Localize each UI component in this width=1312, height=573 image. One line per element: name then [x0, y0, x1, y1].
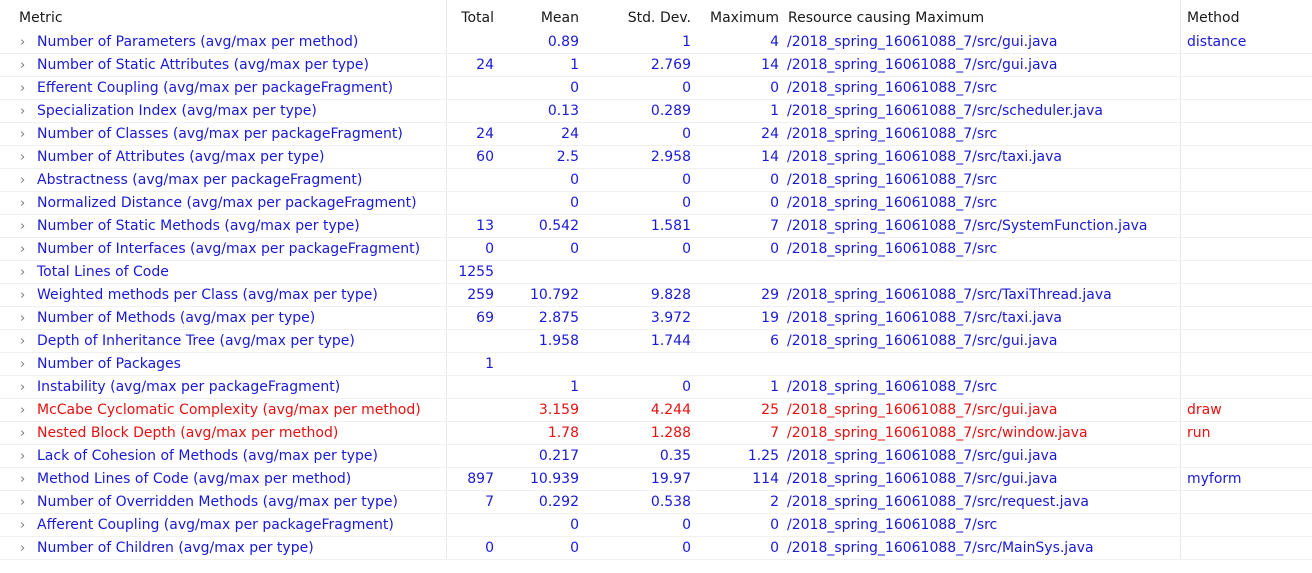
metric-label: Number of Methods (avg/max per type) [37, 310, 316, 326]
cell-total: 1255 [446, 261, 497, 283]
table-body [0, 31, 1312, 560]
cell-method [1180, 192, 1312, 214]
cell-maximum: 7 [770, 218, 779, 234]
cell-std-dev: 3.972 [650, 310, 691, 326]
cell-std-dev: 0 [682, 80, 691, 96]
cell-total [446, 514, 497, 536]
cell-total: 897 [446, 468, 497, 490]
cell-metric [0, 307, 446, 329]
table-row[interactable] [0, 77, 1312, 100]
cell-metric [0, 192, 446, 214]
table-row[interactable] [0, 123, 1312, 146]
cell-metric [0, 123, 446, 145]
chevron-right-icon[interactable]: › [20, 380, 26, 395]
cell-maximum: 114 [752, 471, 779, 487]
cell-std-dev: 0 [682, 126, 691, 142]
cell-mean: 0 [570, 80, 579, 96]
cell-std-dev: 1.744 [650, 333, 691, 349]
table-row[interactable] [0, 399, 1312, 422]
cell-metric [0, 514, 446, 536]
cell-maximum: 1 [770, 379, 779, 395]
cell-total [446, 445, 497, 467]
chevron-right-icon[interactable]: › [20, 265, 26, 280]
cell-total: 7 [446, 491, 497, 513]
column-header-method[interactable]: Method [1180, 0, 1312, 31]
cell-resource [782, 353, 1180, 375]
chevron-right-icon[interactable]: › [20, 495, 26, 510]
cell-maximum: 6 [770, 333, 779, 349]
cell-maximum: 7 [770, 425, 779, 441]
chevron-right-icon[interactable]: › [20, 472, 26, 487]
cell-metric [0, 399, 446, 421]
metric-label: Nested Block Depth (avg/max per method) [37, 425, 339, 441]
cell-std-dev: 0 [682, 195, 691, 211]
chevron-right-icon[interactable]: › [20, 219, 26, 234]
cell-mean: 0 [570, 540, 579, 556]
cell-resource: /2018_spring_16061088_7/src/gui.java [787, 333, 1058, 349]
cell-resource: /2018_spring_16061088_7/src [787, 126, 998, 142]
chevron-right-icon[interactable]: › [20, 127, 26, 142]
cell-mean [497, 353, 582, 375]
cell-maximum: 4 [770, 34, 779, 50]
cell-total: 60 [446, 146, 497, 168]
chevron-right-icon[interactable]: › [20, 104, 26, 119]
cell-mean: 2.875 [538, 310, 579, 326]
table-row[interactable] [0, 100, 1312, 123]
cell-maximum: 0 [770, 172, 779, 188]
cell-maximum: 0 [770, 517, 779, 533]
cell-maximum: 0 [770, 241, 779, 257]
cell-mean: 0 [570, 195, 579, 211]
metric-label: Number of Packages [37, 356, 181, 372]
cell-std-dev: 0 [682, 517, 691, 533]
metric-label: Specialization Index (avg/max per type) [37, 103, 317, 119]
cell-maximum: 19 [761, 310, 779, 326]
table-header [0, 0, 1312, 31]
column-header-maximum[interactable]: Maximum [710, 10, 779, 26]
cell-std-dev: 0.35 [659, 448, 691, 464]
chevron-right-icon[interactable]: › [20, 173, 26, 188]
cell-metric [0, 537, 446, 559]
cell-std-dev: 0 [682, 172, 691, 188]
cell-total: 1 [446, 353, 497, 375]
table-row[interactable] [0, 491, 1312, 514]
metric-label: Lack of Cohesion of Methods (avg/max per type) [37, 448, 378, 464]
cell-std-dev: 0 [682, 540, 691, 556]
cell-metric [0, 215, 446, 237]
cell-metric [0, 491, 446, 513]
cell-std-dev: 19.97 [650, 471, 691, 487]
cell-resource: /2018_spring_16061088_7/src/scheduler.java [787, 103, 1103, 119]
metric-label: Number of Interfaces (avg/max per packageFragment) [37, 241, 421, 257]
cell-method [1180, 491, 1312, 513]
cell-std-dev: 2.769 [650, 57, 691, 73]
cell-resource: /2018_spring_16061088_7/src/gui.java [787, 57, 1058, 73]
cell-resource: /2018_spring_16061088_7/src/MainSys.java [787, 540, 1094, 556]
table-row[interactable] [0, 284, 1312, 307]
table-row[interactable] [0, 169, 1312, 192]
cell-resource: /2018_spring_16061088_7/src [787, 172, 998, 188]
cell-method [1180, 307, 1312, 329]
chevron-right-icon[interactable]: › [20, 311, 26, 326]
cell-maximum: 0 [770, 195, 779, 211]
cell-resource: /2018_spring_16061088_7/src/taxi.java [787, 149, 1062, 165]
cell-metric [0, 261, 446, 283]
cell-metric [0, 445, 446, 467]
cell-method: myform [1180, 468, 1312, 490]
metric-label: Instability (avg/max per packageFragment) [37, 379, 341, 395]
table-row[interactable] [0, 238, 1312, 261]
cell-mean: 0.89 [547, 34, 579, 50]
metric-label: Afferent Coupling (avg/max per packageFragment) [37, 517, 394, 533]
cell-method: draw [1180, 399, 1312, 421]
cell-maximum: 0 [770, 80, 779, 96]
table-row[interactable] [0, 192, 1312, 215]
cell-mean: 0.292 [538, 494, 579, 510]
cell-std-dev: 0.289 [650, 103, 691, 119]
cell-maximum: 14 [761, 149, 779, 165]
cell-maximum: 1.25 [747, 448, 779, 464]
cell-mean: 3.159 [538, 402, 579, 418]
metric-label: Number of Children (avg/max per type) [37, 540, 314, 556]
cell-mean: 10.939 [530, 471, 579, 487]
cell-resource: /2018_spring_16061088_7/src [787, 195, 998, 211]
cell-std-dev: 1.288 [650, 425, 691, 441]
cell-mean: 2.5 [556, 149, 579, 165]
column-header-resource[interactable]: Resource causing Maximum [788, 10, 985, 26]
cell-total [446, 399, 497, 421]
cell-std-dev: 4.244 [650, 402, 691, 418]
cell-maximum [694, 261, 782, 283]
table-row[interactable] [0, 468, 1312, 491]
cell-total [446, 169, 497, 191]
cell-maximum: 29 [761, 287, 779, 303]
chevron-right-icon[interactable]: › [20, 58, 26, 73]
cell-resource [782, 261, 1180, 283]
chevron-right-icon[interactable]: › [20, 196, 26, 211]
chevron-right-icon[interactable]: › [20, 242, 26, 257]
cell-method [1180, 77, 1312, 99]
cell-mean [497, 261, 582, 283]
cell-method [1180, 537, 1312, 559]
cell-method [1180, 146, 1312, 168]
column-header-metric[interactable]: Metric [19, 10, 63, 26]
cell-maximum: 25 [761, 402, 779, 418]
chevron-right-icon[interactable]: › [20, 357, 26, 372]
cell-std-dev: 0 [682, 379, 691, 395]
cell-metric [0, 330, 446, 352]
cell-total: 13 [446, 215, 497, 237]
cell-total: 259 [446, 284, 497, 306]
cell-metric [0, 468, 446, 490]
table-row[interactable] [0, 146, 1312, 169]
metric-label: Number of Overridden Methods (avg/max per type) [37, 494, 398, 510]
cell-resource: /2018_spring_16061088_7/src/SystemFunction.java [787, 218, 1148, 234]
column-header-total[interactable]: Total [446, 0, 497, 31]
cell-mean: 0.13 [547, 103, 579, 119]
cell-std-dev: 0.538 [650, 494, 691, 510]
cell-total [446, 100, 497, 122]
cell-mean: 0.217 [538, 448, 579, 464]
chevron-right-icon[interactable]: › [20, 81, 26, 96]
table-row[interactable] [0, 353, 1312, 376]
chevron-right-icon[interactable]: › [20, 35, 26, 50]
cell-std-dev: 9.828 [650, 287, 691, 303]
metric-label: Efferent Coupling (avg/max per packageFragment) [37, 80, 394, 96]
cell-method: run [1180, 422, 1312, 444]
column-header-mean[interactable]: Mean [540, 10, 579, 26]
cell-maximum: 2 [770, 494, 779, 510]
metric-label: Number of Static Methods (avg/max per type) [37, 218, 360, 234]
cell-maximum: 0 [770, 540, 779, 556]
cell-mean: 1 [570, 379, 579, 395]
cell-mean: 0.542 [538, 218, 579, 234]
chevron-right-icon[interactable]: › [20, 541, 26, 556]
cell-maximum: 14 [761, 57, 779, 73]
cell-mean: 0 [570, 172, 579, 188]
metric-label: Total Lines of Code [37, 264, 169, 280]
cell-metric [0, 146, 446, 168]
cell-total: 69 [446, 307, 497, 329]
cell-metric [0, 284, 446, 306]
cell-resource: /2018_spring_16061088_7/src [787, 80, 998, 96]
cell-mean: 10.792 [530, 287, 579, 303]
cell-std-dev: 1 [682, 34, 691, 50]
cell-total [446, 330, 497, 352]
cell-method [1180, 514, 1312, 536]
cell-total [446, 77, 497, 99]
cell-method [1180, 238, 1312, 260]
cell-method [1180, 330, 1312, 352]
cell-resource: /2018_spring_16061088_7/src [787, 379, 998, 395]
cell-resource: /2018_spring_16061088_7/src/taxi.java [787, 310, 1062, 326]
table-row[interactable] [0, 514, 1312, 537]
cell-method [1180, 123, 1312, 145]
cell-total: 24 [446, 54, 497, 76]
metric-label: Number of Attributes (avg/max per type) [37, 149, 325, 165]
metric-label: Number of Parameters (avg/max per method) [37, 34, 359, 50]
cell-method [1180, 169, 1312, 191]
cell-mean: 1.78 [547, 425, 579, 441]
cell-total: 0 [446, 238, 497, 260]
chevron-right-icon[interactable]: › [20, 334, 26, 349]
cell-maximum: 1 [770, 103, 779, 119]
table-row[interactable] [0, 445, 1312, 468]
cell-total: 0 [446, 537, 497, 559]
column-header-std-dev[interactable]: Std. Dev. [627, 10, 691, 26]
chevron-right-icon[interactable]: › [20, 449, 26, 464]
table-row[interactable] [0, 376, 1312, 399]
cell-mean: 24 [561, 126, 579, 142]
cell-total [446, 192, 497, 214]
cell-method [1180, 261, 1312, 283]
cell-metric [0, 54, 446, 76]
cell-method [1180, 100, 1312, 122]
table-row[interactable] [0, 261, 1312, 284]
metric-label: Abstractness (avg/max per packageFragment) [37, 172, 363, 188]
cell-maximum [694, 353, 782, 375]
cell-metric [0, 169, 446, 191]
table-row[interactable] [0, 307, 1312, 330]
cell-method [1180, 284, 1312, 306]
chevron-right-icon[interactable]: › [20, 518, 26, 533]
cell-resource: /2018_spring_16061088_7/src/gui.java [787, 448, 1058, 464]
cell-resource: /2018_spring_16061088_7/src/gui.java [787, 402, 1058, 418]
table-row[interactable] [0, 31, 1312, 54]
table-row[interactable] [0, 215, 1312, 238]
cell-method [1180, 215, 1312, 237]
cell-metric [0, 376, 446, 398]
cell-method: distance [1180, 31, 1312, 53]
cell-maximum: 24 [761, 126, 779, 142]
cell-metric [0, 422, 446, 444]
cell-metric [0, 77, 446, 99]
table-row[interactable] [0, 330, 1312, 353]
cell-total [446, 31, 497, 53]
cell-metric [0, 238, 446, 260]
cell-std-dev: 0 [682, 241, 691, 257]
cell-resource: /2018_spring_16061088_7/src [787, 517, 998, 533]
cell-total [446, 422, 497, 444]
cell-resource: /2018_spring_16061088_7/src [787, 241, 998, 257]
cell-mean: 0 [570, 517, 579, 533]
cell-mean: 1.958 [538, 333, 579, 349]
cell-method [1180, 445, 1312, 467]
metric-label: Normalized Distance (avg/max per packageFragment) [37, 195, 417, 211]
cell-mean: 1 [570, 57, 579, 73]
metric-label: Number of Classes (avg/max per packageFragment) [37, 126, 403, 142]
chevron-right-icon[interactable]: › [20, 403, 26, 418]
metric-label: McCabe Cyclomatic Complexity (avg/max per method) [37, 402, 421, 418]
cell-metric [0, 100, 446, 122]
cell-resource: /2018_spring_16061088_7/src/gui.java [787, 471, 1058, 487]
cell-mean: 0 [570, 241, 579, 257]
cell-method [1180, 54, 1312, 76]
metric-label: Weighted methods per Class (avg/max per type) [37, 287, 378, 303]
table-row[interactable] [0, 54, 1312, 77]
cell-total: 24 [446, 123, 497, 145]
cell-std-dev: 1.581 [650, 218, 691, 234]
cell-metric [0, 31, 446, 53]
cell-std-dev: 2.958 [650, 149, 691, 165]
cell-resource: /2018_spring_16061088_7/src/gui.java [787, 34, 1058, 50]
cell-std-dev [582, 353, 694, 375]
cell-resource: /2018_spring_16061088_7/src/request.java [787, 494, 1089, 510]
table-row[interactable] [0, 422, 1312, 445]
cell-metric [0, 353, 446, 375]
cell-method [1180, 353, 1312, 375]
chevron-right-icon[interactable]: › [20, 150, 26, 165]
table-row[interactable] [0, 537, 1312, 560]
metric-label: Number of Static Attributes (avg/max per type) [37, 57, 370, 73]
chevron-right-icon[interactable]: › [20, 426, 26, 441]
cell-total [446, 376, 497, 398]
cell-resource: /2018_spring_16061088_7/src/window.java [787, 425, 1088, 441]
chevron-right-icon[interactable]: › [20, 288, 26, 303]
cell-resource: /2018_spring_16061088_7/src/TaxiThread.java [787, 287, 1112, 303]
cell-std-dev [582, 261, 694, 283]
metric-label: Depth of Inheritance Tree (avg/max per type) [37, 333, 355, 349]
metric-label: Method Lines of Code (avg/max per method) [37, 471, 352, 487]
cell-method [1180, 376, 1312, 398]
